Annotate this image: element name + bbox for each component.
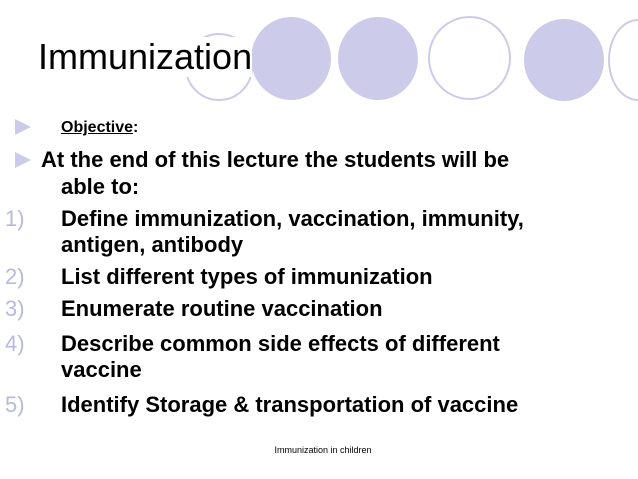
intro-line-2: able to: (61, 174, 140, 199)
list-item-text: Describe common side effects of different (61, 331, 500, 356)
decorative-circle-filled (524, 19, 604, 101)
title-divider (36, 103, 638, 104)
list-item-text: Identify Storage & transportation of vaccine (61, 392, 519, 417)
list-item-number: 5) (5, 392, 25, 417)
decorative-circle-outline (428, 16, 511, 100)
slide-title: Immunization (38, 36, 253, 77)
intro-line-1: At the end of this lecture the students will be (41, 147, 510, 172)
slide-footer: Immunization in children (274, 445, 372, 455)
decorative-circle-filled (338, 17, 418, 100)
objective-colon: : (133, 119, 139, 136)
list-item-number: 4) (5, 331, 25, 356)
list-item-text: List different types of immunization (61, 264, 433, 289)
list-item-text: Define immunization, vaccination, immunity, (61, 206, 524, 231)
bullet-arrow-icon (15, 152, 31, 168)
list-item-text-continued: vaccine (61, 357, 142, 382)
list-item-number: 1) (5, 206, 25, 231)
decorative-circle-outline (608, 19, 638, 101)
list-item-number: 2) (5, 264, 25, 289)
list-item-text-continued: antigen, antibody (61, 232, 244, 257)
objective-label: Objective (61, 119, 134, 136)
decorative-circle-filled (251, 17, 331, 100)
list-item-text: Enumerate routine vaccination (61, 296, 383, 321)
bullet-arrow-icon (15, 119, 31, 135)
objective-heading (61, 118, 138, 138)
list-item-number: 3) (5, 296, 25, 321)
